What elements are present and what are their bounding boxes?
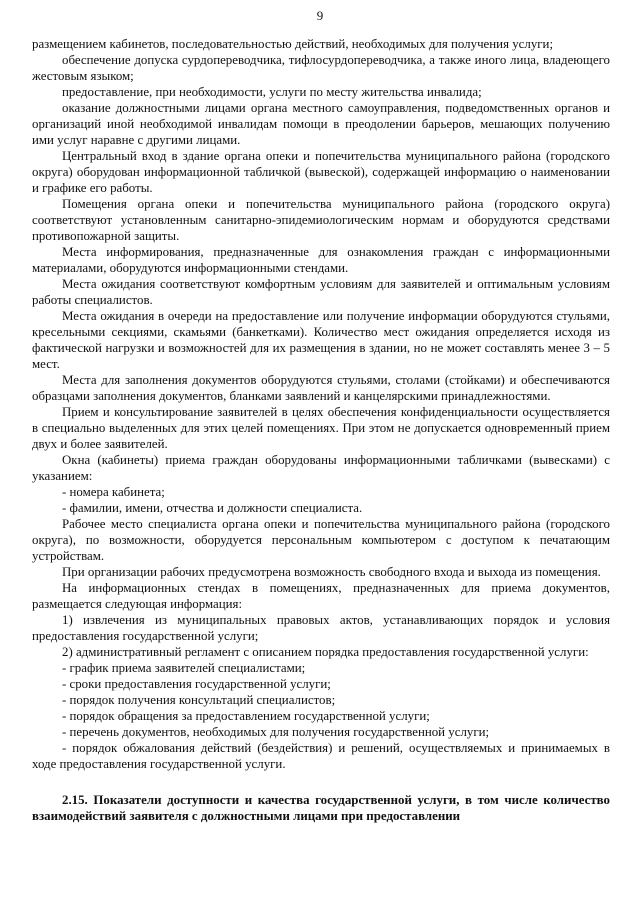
section-heading: 2.15. Показатели доступности и качества государственной услуги, в том числе количество взаимодействий заявителя с должностными лицами при предоставлении [32, 793, 610, 823]
paragraph: Места ожидания в очереди на предоставление или получение информации оборудуются стульями, кресельными секциями, скамьями (банкетками). Количество мест ожидания определяется исходя из фактической нагрузки и возможностей для их размещения в здании, но не может составлять менее 3 – 5 мест. [32, 309, 610, 371]
list-item: - сроки предоставления государственной услуги; [62, 677, 331, 691]
paragraph: Места ожидания соответствуют комфортным условиям для заявителей и оптимальным условиям работы специалистов. [32, 277, 610, 307]
list-item: 2) административный регламент с описанием порядка предоставления государственной услуги: [62, 645, 589, 659]
paragraph: Места для заполнения документов оборудуются стульями, столами (стойками) и обеспечиваются образцами заполнения документов, бланками заявлений и канцелярскими принадлежностями. [32, 373, 610, 403]
paragraph: Рабочее место специалиста органа опеки и попечительства муниципального района (городского округа), по возможности, оборудуется персональным компьютером с доступом к печатающим устройствам. [32, 517, 610, 563]
list-item: - график приема заявителей специалистами; [62, 661, 306, 675]
list-item: - порядок обжалования действий (бездействия) и решений, осуществляемых и принимаемых в ходе предоставления государственной услуги. [32, 741, 610, 771]
list-item: - номера кабинета; [62, 485, 165, 499]
paragraph: При организации рабочих предусмотрена возможность свободного входа и выхода из помещения. [62, 565, 601, 579]
list-item: - порядок обращения за предоставлением государственной услуги; [62, 709, 430, 723]
paragraph: оказание должностными лицами органа местного самоуправления, подведомственных органов и организаций иной необходимой инвалидам помощи в преодолении барьеров, мешающих получению ими услуг наравне с другими лицами. [32, 101, 610, 147]
paragraph: Окна (кабинеты) приема граждан оборудованы информационными табличками (вывесками) с указанием: [32, 453, 610, 483]
paragraph: Прием и консультирование заявителей в целях обеспечения конфиденциальности осуществляется в специально выделенных для этих целей помещениях. При этом не допускается одновременный прием двух и более заявителей. [32, 405, 610, 451]
paragraph: Центральный вход в здание органа опеки и попечительства муниципального района (городского округа) оборудован информационной табличкой (вывеской), содержащей информацию о наименовании и графике его работы. [32, 149, 610, 195]
document-body [32, 36, 610, 824]
list-item: - порядок получения консультаций специалистов; [62, 693, 336, 707]
paragraph: На информационных стендах в помещениях, предназначенных для приема документов, размещается следующая информация: [32, 581, 610, 611]
page-number: 9 [316, 8, 324, 23]
list-item: 1) извлечения из муниципальных правовых актов, устанавливающих порядок и условия предоставления государственной услуги; [32, 613, 610, 643]
paragraph: размещением кабинетов, последовательностью действий, необходимых для получения услуги; [32, 37, 554, 51]
paragraph: обеспечение допуска сурдопереводчика, тифлосурдопереводчика, а также иного лица, владеющего жестовым языком; [32, 53, 610, 83]
list-item: - фамилии, имени, отчества и должности специалиста. [62, 501, 363, 515]
list-item: - перечень документов, необходимых для получения государственной услуги; [62, 725, 490, 739]
paragraph: Места информирования, предназначенные для ознакомления граждан с информационными материалами, оборудуются информационными стендами. [32, 245, 610, 275]
paragraph: Помещения органа опеки и попечительства муниципального района (городского округа) соответствуют установленным санитарно-эпидемиологическим нормам и оборудуются средствами противопожарной защиты. [32, 197, 610, 243]
paragraph: предоставление, при необходимости, услуги по месту жительства инвалида; [62, 85, 482, 99]
